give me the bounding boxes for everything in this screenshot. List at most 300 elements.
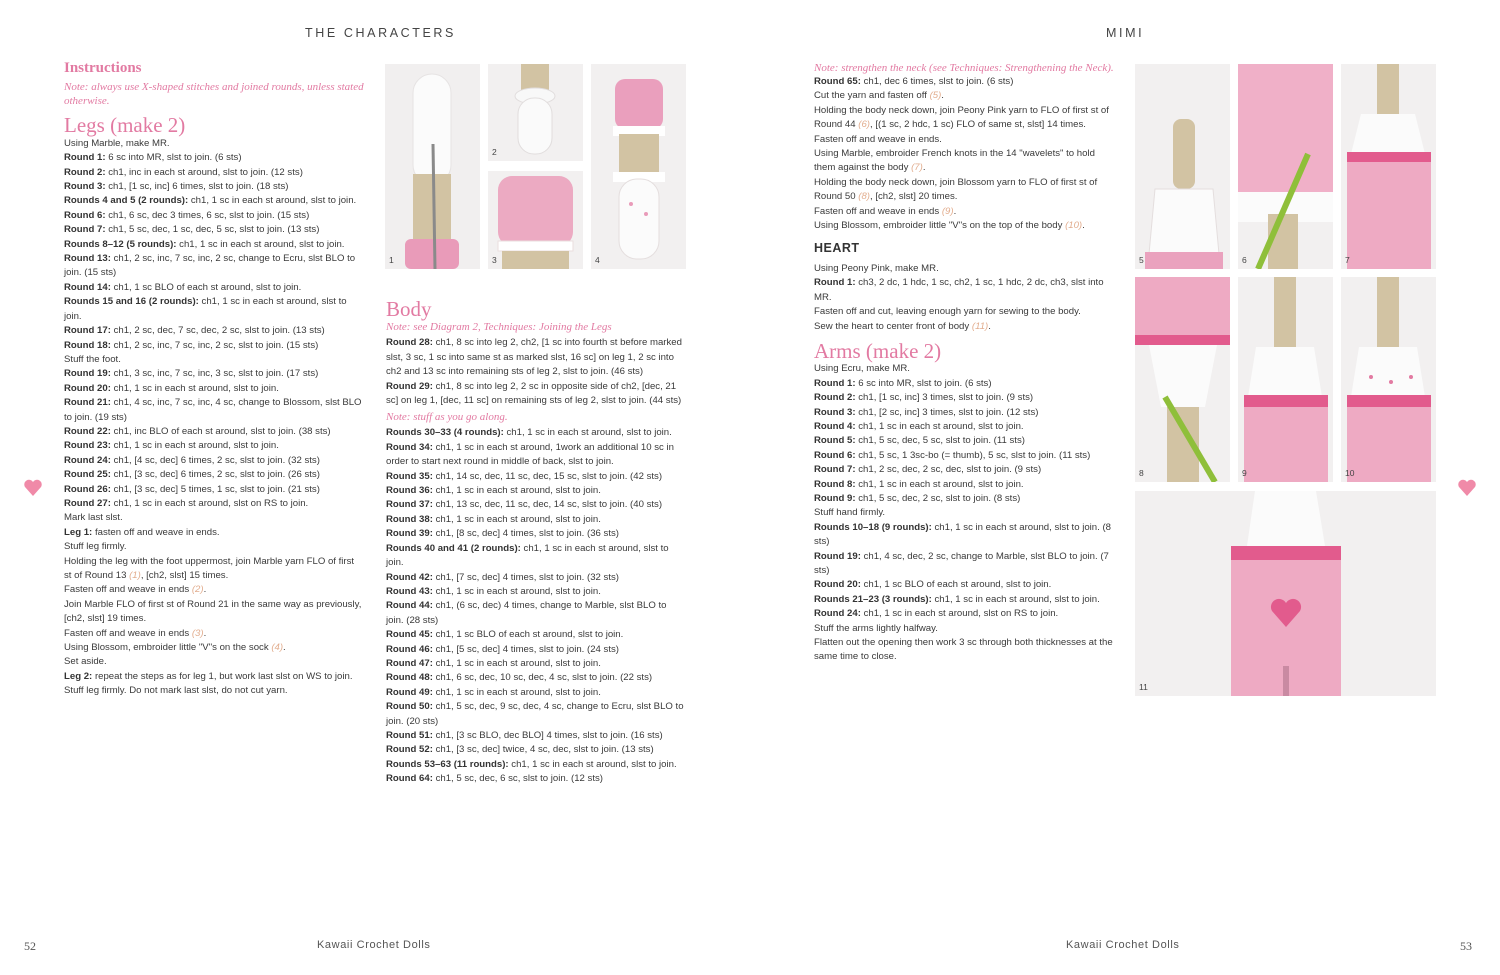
instructions-heading: Instructions [64, 60, 142, 76]
instruction-line [64, 223, 364, 237]
round-label: Rounds 40 and 41 (2 rounds): [386, 542, 521, 554]
step-photo-4 [591, 64, 686, 269]
instruction-text: ch1, 1 sc in each st around, 1work an additional 10 sc in order to start next round in middle of back, slst to join. [386, 441, 674, 468]
instruction-line [64, 295, 364, 324]
instruction-line [386, 585, 686, 599]
crochet-leg-finished-image [591, 64, 686, 269]
photo-label-2: 2 [492, 147, 497, 157]
instruction-text: ch1, [3 sc BLO, dec BLO] 4 times, slst to join. (16 sts) [435, 729, 663, 741]
instruction-line [64, 454, 364, 468]
photo-reference: (3) [191, 627, 204, 639]
instruction-text: Set aside. [64, 656, 107, 668]
instruction-text: ch1, 1 sc in each st around, slst to join. [435, 485, 601, 497]
photo-reference: (7) [911, 162, 923, 174]
instruction-line [814, 578, 1114, 592]
round-label: Round 47: [386, 657, 433, 669]
instruction-line [814, 176, 1114, 205]
instruction-line [386, 758, 686, 772]
round-label: Round 26: [64, 483, 111, 495]
instruction-line [386, 571, 686, 585]
arms-instructions [814, 362, 1114, 665]
round-label: Round 9: [814, 492, 856, 504]
instruction-line [64, 425, 364, 439]
photo-label-7: 7 [1345, 255, 1350, 265]
instruction-line [386, 498, 686, 512]
instruction-line [814, 276, 1114, 305]
instruction-text: Fasten off and weave in ends [64, 627, 190, 639]
instruction-line [814, 463, 1114, 477]
step-photo-3 [488, 171, 583, 269]
photo-label-5: 5 [1139, 255, 1144, 265]
instruction-text: Stuff hand firmly. [814, 507, 886, 519]
instruction-line [386, 527, 686, 541]
photo-reference: (10) [1065, 220, 1083, 232]
instruction-line [386, 628, 686, 642]
photo-label-3: 3 [492, 255, 497, 265]
photo-label-4: 4 [595, 255, 600, 265]
instruction-text: ch1, 1 sc in each st around, slst to join. [190, 195, 357, 207]
instruction-text: ch1, 3 sc, inc, 7 sc, inc, 3 sc, slst to join. (17 sts) [113, 368, 319, 380]
instruction-line [64, 252, 364, 281]
instruction-line [814, 219, 1114, 233]
round-label: Rounds 10–18 (9 rounds): [814, 521, 932, 533]
instruction-line [64, 339, 364, 353]
instruction-line [64, 166, 364, 180]
round-label: Round 46: [386, 643, 433, 655]
instruction-text: repeat the steps as for leg 1, but work last slst on WS to join. [94, 670, 353, 682]
instruction-line [64, 641, 364, 655]
instruction-text: ch1, 1 sc in each st around, slst to join. [435, 513, 601, 525]
instruction-text: ch1, 1 sc in each st around, slst to join. [511, 758, 677, 770]
round-label: Round 6: [814, 449, 856, 461]
instruction-text: ch1, [1 sc, inc] 3 times, slst to join. (9 sts) [858, 392, 1034, 404]
instruction-text: ch1, 5 sc, dec, 6 sc, slst to join. (12 sts) [435, 773, 604, 785]
instruction-text: ch1, dec 6 times, slst to join. (6 sts) [863, 76, 1014, 87]
instruction-line [64, 209, 364, 223]
instruction-text: ch1, [3 sc, dec] twice, 4 sc, dec, slst to join. (13 sts) [435, 744, 654, 756]
instruction-text: Cut the yarn and fasten off [814, 90, 927, 102]
instruction-line [64, 583, 364, 597]
round-label: Round 43: [386, 585, 433, 597]
instruction-text: ch1, [4 sc, dec] 6 times, 2 sc, slst to join. (32 sts) [113, 454, 320, 466]
round-label: Round 42: [386, 571, 433, 583]
instruction-line [814, 506, 1114, 520]
body-instructions-1 [386, 336, 686, 408]
instruction-text: Sew the heart to center front of body [814, 320, 970, 332]
photo-label-6: 6 [1242, 255, 1247, 265]
instruction-line [814, 478, 1114, 492]
instruction-line [386, 484, 686, 498]
instruction-text-tail: . [283, 642, 286, 654]
instruction-line [814, 362, 1114, 376]
instruction-line [386, 700, 686, 729]
legs-heading: Legs (make 2) [64, 113, 186, 138]
instruction-text: ch1, 1 sc BLO of each st around, slst to join. [113, 281, 302, 293]
instruction-line [814, 147, 1114, 176]
round-label: Rounds 15 and 16 (2 rounds): [64, 296, 199, 308]
round-label: Rounds 21–23 (3 rounds): [814, 593, 932, 605]
photo-reference: (2) [191, 584, 204, 596]
instruction-line [814, 305, 1114, 319]
instruction-line [814, 521, 1114, 550]
round-label: Round 24: [814, 608, 861, 620]
round-label: Round 44: [386, 600, 433, 612]
instruction-line [386, 441, 686, 470]
round-label: Round 6: [64, 209, 106, 221]
instruction-text: ch1, [3 sc, dec] 5 times, 1 sc, slst to join. (21 sts) [113, 483, 320, 495]
round-label: Round 1: [814, 277, 856, 289]
instruction-text: Stuff leg firmly. Do not mark last slst, do not cut yarn. [64, 685, 288, 697]
photo-label-11: 11 [1139, 682, 1148, 692]
instruction-text: ch1, 1 sc in each st around, slst on RS to join. [863, 608, 1059, 620]
instructions-note: Note: always use X-shaped stitches and joined rounds, unless stated otherwise. [64, 81, 364, 108]
round-label: Round 5: [814, 435, 856, 447]
step-photo-2 [488, 64, 583, 161]
instruction-line [814, 377, 1114, 391]
neck-instructions [814, 75, 1114, 233]
instruction-line [814, 262, 1114, 276]
instruction-line [814, 420, 1114, 434]
instruction-text: ch1, inc BLO of each st around, slst to join. (38 sts) [113, 425, 331, 437]
photo-reference: (6) [858, 119, 871, 131]
instruction-text: Using Marble, make MR. [64, 137, 170, 149]
instruction-text: Using Blossom, embroider little "V"s on the top of the body [814, 220, 1063, 232]
instruction-text: ch1, 8 sc into leg 2, ch2, [1 sc into fourth st before marked slst, 3 sc, 1 sc into same st as marked slst, 16 sc] on leg 1, 2 sc into ch2 and 13 sc into remaining sts of leg 2, slst to join. (46 sts) [386, 337, 682, 378]
round-label: Leg 1: [64, 526, 93, 538]
instruction-line [814, 607, 1114, 621]
body-wavelets-image [1341, 64, 1436, 269]
instruction-text-tail: . [203, 627, 207, 639]
heart-instructions [814, 262, 1114, 334]
instruction-line [814, 492, 1114, 506]
instruction-line [386, 671, 686, 685]
running-head-left: THE CHARACTERS [305, 26, 456, 40]
instruction-text: ch1, 5 sc, 1 3sc-bo (= thumb), 5 sc, slst to join. (11 sts) [858, 449, 1091, 461]
instruction-text: ch1, 1 sc in each st around, slst to join. [179, 238, 345, 250]
instruction-line [64, 382, 364, 396]
instruction-line [386, 772, 686, 786]
round-label: Round 22: [64, 425, 111, 437]
instruction-text-tail: , [ch2, slst] 15 times. [140, 570, 229, 581]
instruction-text: Stuff the arms lightly halfway. [814, 622, 938, 634]
round-label: Round 19: [64, 368, 111, 380]
instruction-line [386, 657, 686, 671]
instruction-line [386, 426, 686, 440]
round-label: Round 17: [64, 325, 111, 337]
neck-heart-arms-column [814, 61, 1114, 665]
instruction-text-tail: . [922, 162, 926, 174]
round-label: Round 64: [386, 773, 433, 785]
instruction-text-tail: . [941, 90, 944, 102]
photo-reference: (5) [929, 90, 942, 102]
round-label: Round 19: [814, 550, 861, 562]
instruction-text: Holding the leg with the foot uppermost, join Marble yarn FLO of first st of Round 13 [64, 555, 355, 581]
round-label: Round 4: [814, 420, 856, 432]
instruction-line [386, 380, 686, 409]
photo-label-9: 9 [1242, 468, 1247, 478]
instruction-text: ch1, 1 sc in each st around, slst to join. [435, 585, 601, 597]
instruction-text: Fasten off and weave in ends. [814, 133, 942, 145]
instruction-text: Stuff the foot. [64, 353, 121, 365]
instruction-text: Fasten off and weave in ends [64, 584, 190, 596]
instruction-text: Using Peony Pink, make MR. [814, 262, 939, 274]
photo-reference: (8) [858, 191, 871, 203]
round-label: Round 24: [64, 454, 111, 466]
instruction-text: ch1, 6 sc, dec, 10 sc, dec, 4 sc, slst to join. (22 sts) [435, 672, 653, 684]
round-label: Round 29: [386, 380, 433, 392]
instruction-line [64, 540, 364, 554]
instruction-text: ch1, 1 sc in each st around, slst to join. [113, 440, 279, 452]
instruction-text: Using Ecru, make MR. [814, 363, 910, 375]
round-label: Leg 2: [64, 670, 93, 682]
instruction-text: ch1, 5 sc, dec, 2 sc, slst to join. (8 sts) [858, 492, 1021, 504]
round-label: Round 1: [814, 377, 856, 389]
instruction-text: ch1, 1 sc in each st around, slst on RS to join. [113, 497, 309, 509]
instruction-text: ch1, 2 sc, inc, 7 sc, inc, 2 sc, slst to join. (15 sts) [113, 339, 319, 351]
instruction-line [64, 180, 364, 194]
round-label: Round 38: [386, 513, 433, 525]
round-label: Round 18: [64, 339, 111, 351]
heart-icon [23, 478, 43, 498]
round-label: Round 52: [386, 744, 433, 756]
instruction-text: fasten off and weave in ends. [94, 526, 220, 538]
instruction-text: ch1, 1 sc in each st around, slst to join. (8 sts) [814, 521, 1111, 548]
round-label: Round 13: [64, 253, 111, 265]
photo-label-10: 10 [1345, 468, 1355, 478]
round-label: Round 28: [386, 337, 433, 349]
body-note-stuff: Note: stuff as you go along. [386, 411, 508, 424]
instruction-text: ch1, 5 sc, dec, 1 sc, dec, 5 sc, slst to join. (13 sts) [108, 224, 320, 236]
instruction-text: ch1, 1 sc in each st around, slst to join. [113, 382, 279, 394]
body-column [386, 297, 686, 787]
instruction-text: ch1, 1 sc in each st around, slst to join. [934, 593, 1100, 605]
instruction-text: ch1, 1 sc in each st around, slst to join. [64, 296, 347, 322]
instruction-text: ch1, 2 sc, dec, 2 sc, dec, slst to join. (9 sts) [858, 464, 1042, 476]
instruction-text: Holding the body neck down, join Blossom yarn to FLO of first st of Round 50 [814, 176, 1098, 203]
instruction-text: ch1, [8 sc, dec] 4 times, slst to join. (36 sts) [435, 528, 619, 540]
instruction-text: ch1, [7 sc, dec] 4 times, slst to join. (32 sts) [435, 571, 619, 583]
instruction-text-tail: . [1082, 220, 1085, 232]
instruction-line [814, 622, 1114, 636]
instruction-text: ch1, 4 sc, inc, 7 sc, inc, 4 sc, change to Blossom, slst BLO to join. (19 sts) [64, 397, 362, 423]
step-photo-7 [1341, 64, 1436, 269]
round-label: Round 37: [386, 499, 433, 511]
instruction-text: ch3, 2 dc, 1 hdc, 1 sc, ch2, 1 sc, 1 hdc, 2 dc, ch3, slst into MR. [814, 277, 1104, 303]
heart-icon [1457, 478, 1477, 498]
instruction-text: ch1, [3 sc, dec] 6 times, 2 sc, slst to join. (26 sts) [113, 469, 320, 481]
instruction-line [64, 598, 364, 627]
arms-heading: Arms (make 2) [814, 338, 942, 363]
instruction-line [386, 729, 686, 743]
instruction-line [386, 686, 686, 700]
crochet-foot-image [488, 64, 583, 161]
instruction-line [64, 670, 364, 684]
instruction-line [64, 151, 364, 165]
running-head-right: MIMI [1106, 26, 1145, 40]
instruction-text: ch1, 2 sc, dec, 7 sc, dec, 2 sc, slst to join. (13 sts) [113, 325, 325, 337]
body-edging-image [1238, 277, 1333, 482]
step-photo-8 [1135, 277, 1230, 482]
instruction-line [814, 75, 1114, 89]
instruction-text: ch1, 1 sc in each st around, slst to join. [858, 420, 1024, 432]
instruction-text: ch1, 1 sc BLO of each st around, slst to join. [435, 629, 624, 641]
instruction-text: ch1, 1 sc in each st around, slst to join. [506, 427, 672, 439]
instruction-text: 6 sc into MR, slst to join. (6 sts) [858, 377, 992, 389]
round-label: Round 14: [64, 281, 111, 293]
instruction-text: ch1, 2 sc, inc, 7 sc, inc, 2 sc, change to Ecru, slst BLO to join. (15 sts) [64, 253, 356, 279]
instruction-text: ch1, 1 sc BLO of each st around, slst to join. [863, 579, 1052, 591]
step-photo-11 [1135, 491, 1436, 696]
instruction-line [386, 643, 686, 657]
instruction-text: Mark last slst. [64, 512, 123, 524]
step-photo-9 [1238, 277, 1333, 482]
instruction-line [386, 599, 686, 628]
photo-reference: (4) [271, 642, 284, 654]
instruction-text: Holding the body neck down, join Peony Pink yarn to FLO of first st of Round 44 [814, 104, 1109, 131]
page-number-left: 52 [24, 939, 36, 953]
instruction-text: Stuff leg firmly. [64, 541, 127, 553]
instruction-line [64, 627, 364, 641]
neck-image [1135, 64, 1230, 269]
round-label: Round 20: [64, 382, 111, 394]
neck-hook-image [1238, 64, 1333, 269]
instruction-text: ch1, [1 sc, inc] 6 times, slst to join. (18 sts) [108, 181, 289, 193]
round-label: Rounds 53–63 (11 rounds): [386, 758, 509, 770]
instruction-line [814, 593, 1114, 607]
instruction-text: Using Marble, embroider French knots in the 14 "wavelets" to hold them against the body [814, 148, 1095, 174]
round-label: Round 8: [814, 478, 856, 490]
instruction-line [64, 396, 364, 425]
round-label: Round 39: [386, 528, 433, 540]
instruction-line [64, 684, 364, 698]
instruction-line [64, 555, 364, 584]
round-label: Round 50: [386, 701, 433, 713]
instruction-text-tail: , [ch2, slst] 20 times. [870, 191, 958, 203]
instruction-line [64, 483, 364, 497]
instruction-text: Flatten out the opening then work 3 sc through both thicknesses at the same time to close. [814, 637, 1113, 663]
step-photo-5 [1135, 64, 1230, 269]
instruction-line [814, 406, 1114, 420]
instruction-line [814, 205, 1114, 219]
round-label: Round 3: [814, 406, 856, 418]
instruction-line [814, 89, 1114, 103]
instruction-text: ch1, (6 sc, dec) 4 times, change to Marble, slst BLO to join. (28 sts) [386, 600, 667, 626]
round-label: Round 49: [386, 686, 433, 698]
round-label: Round 1: [64, 152, 106, 164]
instruction-line [64, 497, 364, 511]
step-photo-1 [385, 64, 480, 269]
body-instructions-2 [386, 426, 686, 786]
instruction-line [814, 391, 1114, 405]
photo-reference: (1) [129, 570, 141, 581]
instruction-text: ch1, 14 sc, dec, 11 sc, dec, 15 sc, slst to join. (42 sts) [435, 470, 663, 482]
instruction-text: ch1, 8 sc into leg 2, 2 sc in opposite side of ch2, [dec, 21 sc] on leg 1, [dec, 11 sc] on remaining sts of leg 2, slst to join. (44 sts) [386, 380, 682, 407]
instruction-text: ch1, 1 sc in each st around, slst to join. [435, 686, 601, 698]
instruction-line [64, 281, 364, 295]
instruction-text-tail: , [(1 sc, 2 hdc, 1 sc) FLO of same st, slst] 14 times. [870, 119, 1086, 131]
instruction-line [814, 449, 1114, 463]
instruction-line [64, 137, 364, 151]
round-label: Rounds 30–33 (4 rounds): [386, 427, 504, 439]
instruction-line [64, 367, 364, 381]
instruction-line [64, 655, 364, 669]
instruction-line [64, 324, 364, 338]
instruction-line [386, 743, 686, 757]
instruction-line [64, 353, 364, 367]
footer-right: Kawaii Crochet Dolls [1066, 939, 1180, 951]
round-label: Round 21: [64, 397, 111, 409]
instruction-text: ch1, 1 sc in each st around, slst to join. [435, 657, 601, 669]
instruction-text-tail: . [203, 584, 207, 596]
round-label: Rounds 8–12 (5 rounds): [64, 238, 177, 250]
neck-note: Note: strengthen the neck (see Techniques: Strengthening the Neck). [814, 62, 1114, 74]
body-heart-image [1135, 491, 1436, 696]
round-label: Round 3: [64, 181, 106, 193]
round-label: Round 65: [814, 76, 861, 87]
round-label: Round 45: [386, 629, 433, 641]
step-photo-6 [1238, 64, 1333, 269]
instruction-text: Join Marble FLO of first st of Round 21 in the same way as previously, [ch2, slst] 19 times. [64, 598, 362, 625]
round-label: Round 7: [814, 464, 856, 476]
instruction-line [64, 194, 364, 208]
page-number-right: 53 [1460, 939, 1472, 953]
instruction-text: ch1, inc in each st around, slst to join. (12 sts) [108, 166, 303, 178]
heart-heading: HEART [814, 241, 860, 256]
photo-label-1: 1 [389, 255, 394, 265]
step-photo-10 [1341, 277, 1436, 482]
crochet-leg-image [385, 64, 480, 269]
instruction-text: ch1, 5 sc, dec, 5 sc, slst to join. (11 sts) [858, 435, 1025, 447]
round-label: Round 2: [814, 392, 856, 404]
instruction-text: Fasten off and weave in ends [814, 205, 940, 217]
legs-instructions [64, 137, 364, 699]
crochet-sock-image [488, 171, 583, 269]
instruction-line [64, 526, 364, 540]
instruction-text-tail: . [953, 205, 957, 217]
instruction-text: ch1, 6 sc, dec 3 times, 6 sc, slst to join. (15 sts) [108, 209, 310, 221]
instruction-line [386, 470, 686, 484]
instruction-line [814, 104, 1114, 133]
body-heading: Body [386, 297, 432, 321]
instruction-line [814, 434, 1114, 448]
round-label: Round 20: [814, 579, 861, 591]
instruction-text: Fasten off and cut, leaving enough yarn for sewing to the body. [814, 306, 1081, 318]
instruction-text: 6 sc into MR, slst to join. (6 sts) [108, 152, 242, 164]
round-label: Round 2: [64, 166, 106, 178]
round-label: Round 7: [64, 224, 106, 236]
round-label: Round 27: [64, 497, 111, 509]
body-join-image [1135, 277, 1230, 482]
photo-reference: (11) [971, 320, 989, 332]
round-label: Round 25: [64, 469, 111, 481]
instruction-text-tail: . [988, 320, 991, 332]
photo-reference: (9) [941, 205, 954, 217]
instruction-line [64, 468, 364, 482]
instruction-text: Using Blossom, embroider little "V"s on the sock [64, 642, 269, 654]
instruction-line [64, 439, 364, 453]
instruction-text: ch1, 1 sc in each st around, slst to join. [858, 478, 1024, 490]
instruction-line [64, 511, 364, 525]
instruction-line [814, 636, 1114, 665]
round-label: Round 23: [64, 440, 111, 452]
round-label: Round 35: [386, 470, 433, 482]
instruction-text: ch1, 13 sc, dec, 11 sc, dec, 14 sc, slst to join. (40 sts) [435, 499, 663, 511]
instruction-line [386, 513, 686, 527]
instruction-text: ch1, 1 sc in each st around, slst to join. [386, 542, 669, 569]
photo-label-8: 8 [1139, 468, 1144, 478]
instruction-line [814, 550, 1114, 579]
instruction-line [814, 133, 1114, 147]
